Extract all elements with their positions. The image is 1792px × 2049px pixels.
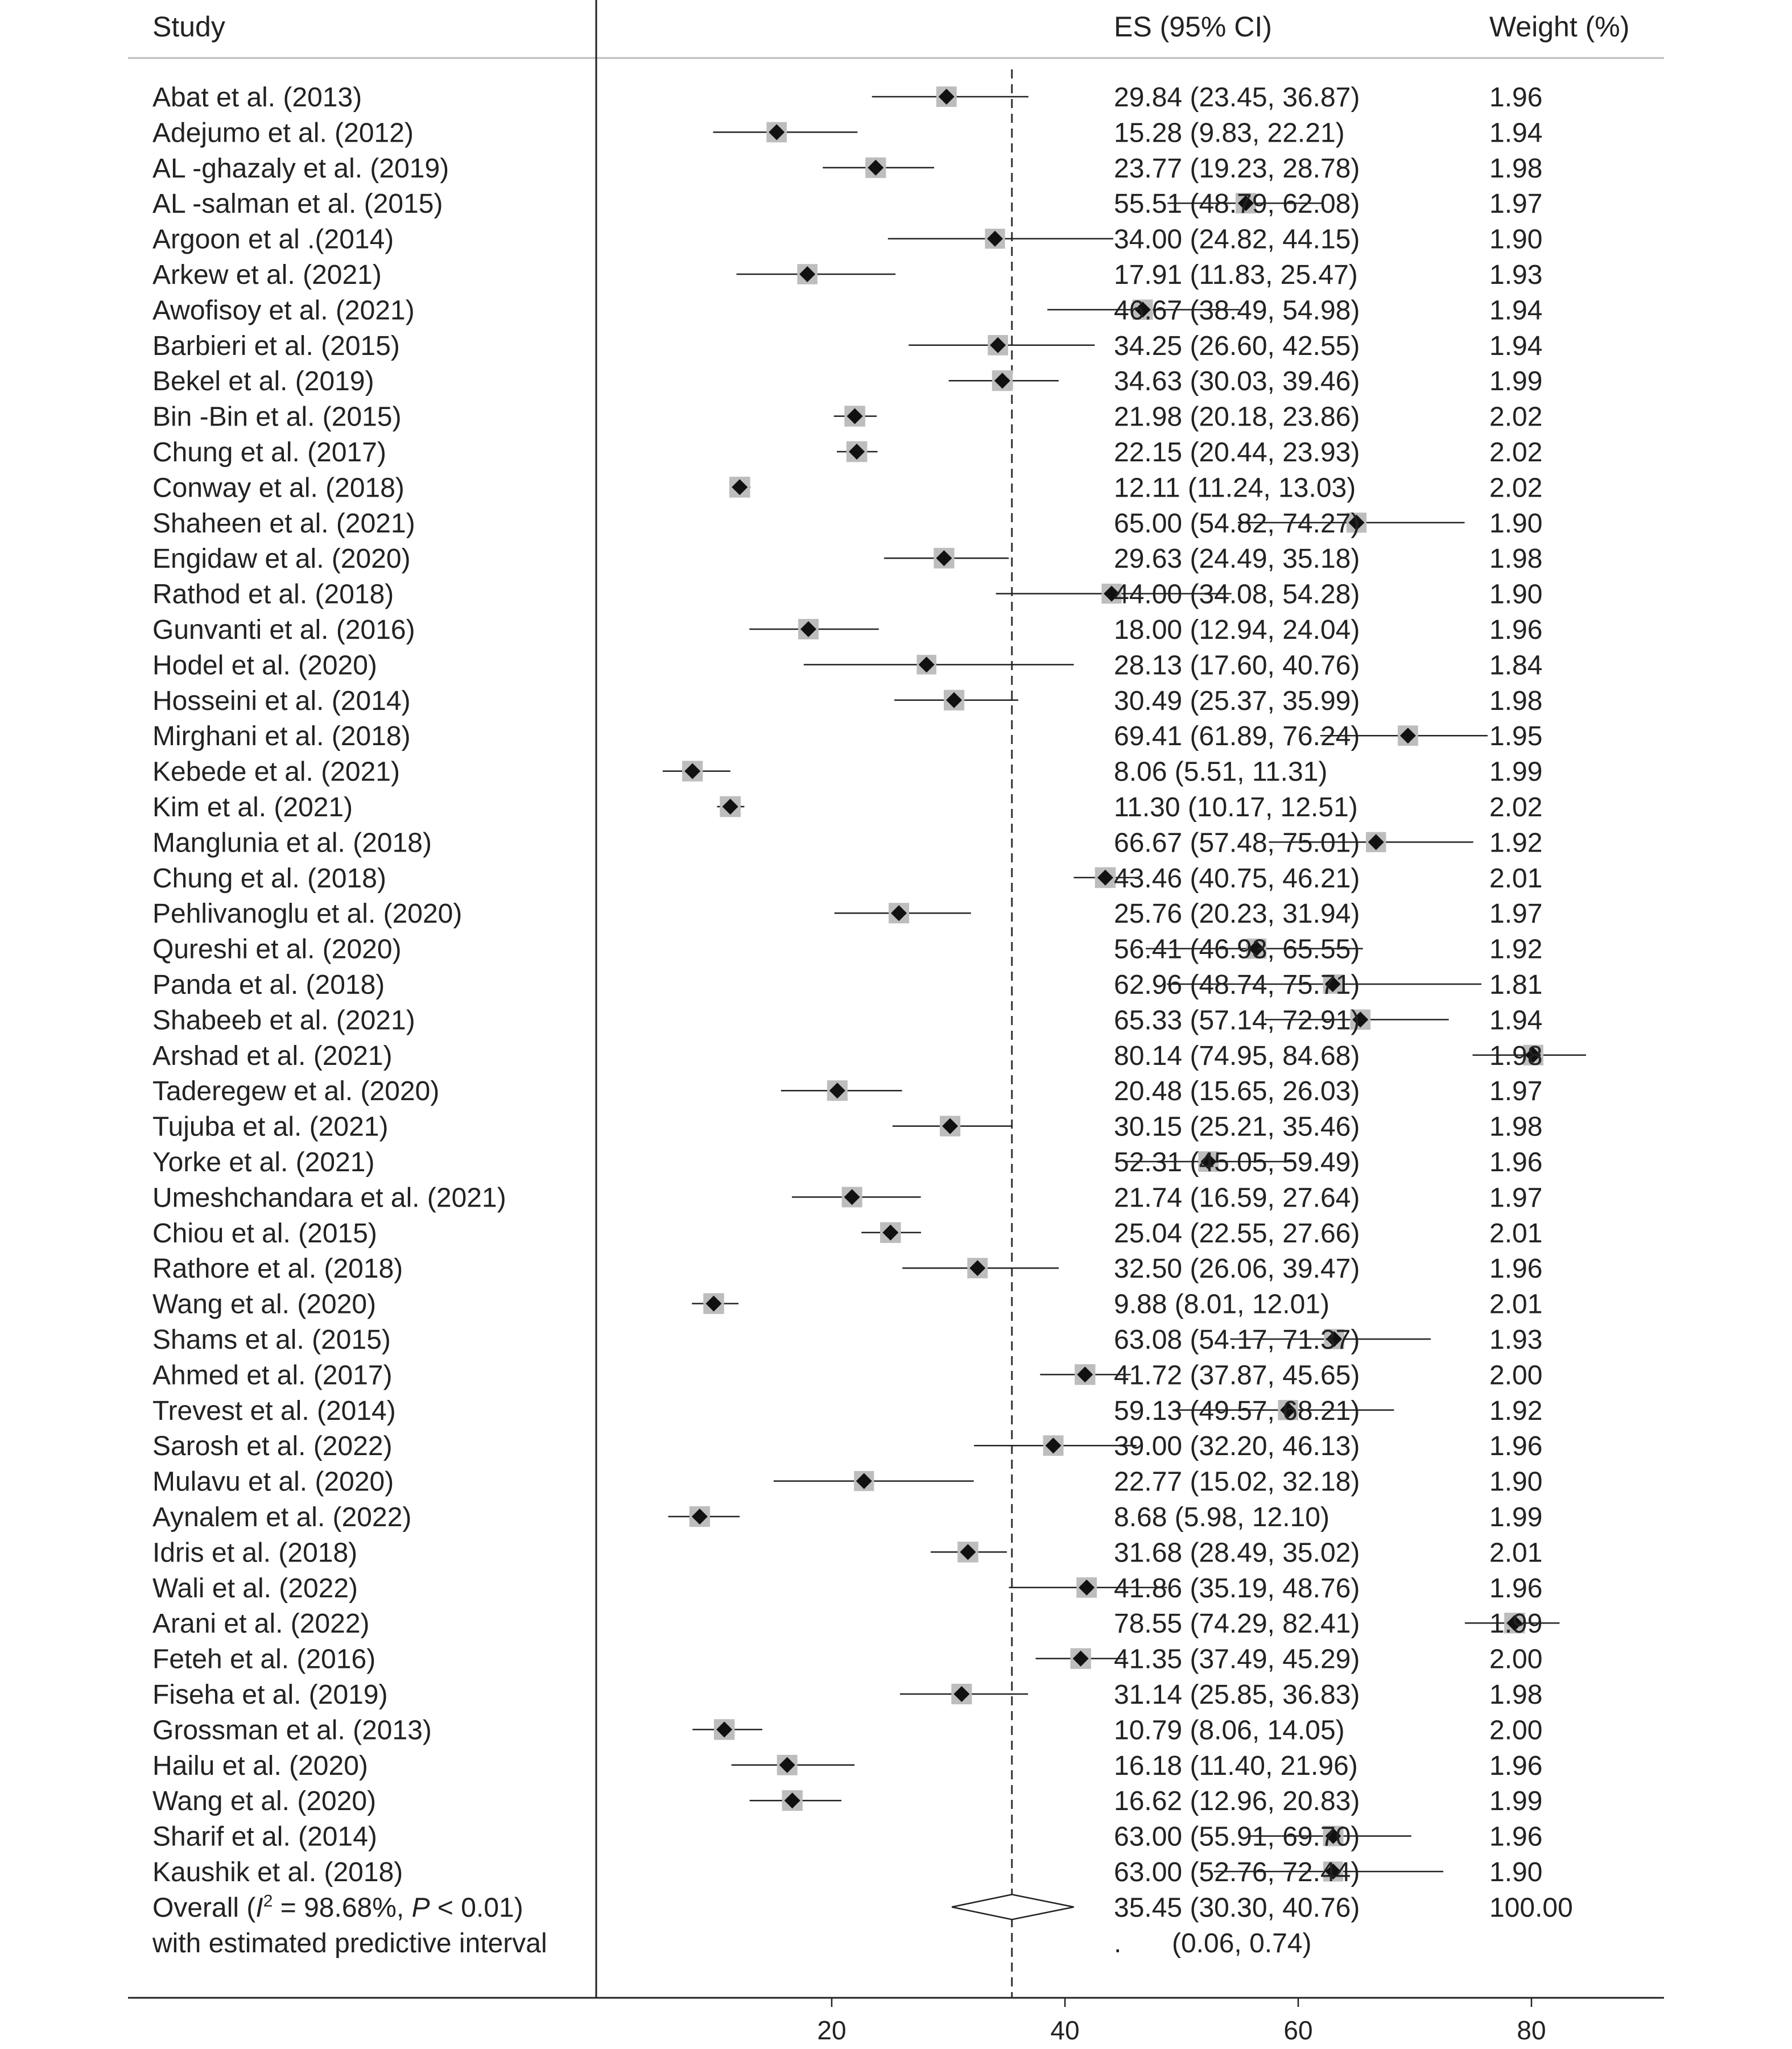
weight-value: 2.00 <box>1489 1360 1543 1391</box>
weight-value: 1.95 <box>1489 721 1543 752</box>
overall-diamond <box>952 1894 1073 1919</box>
es-ci-value: 8.68 (5.98, 12.10) <box>1114 1502 1329 1532</box>
x-tick-label: 20 <box>817 2015 847 2045</box>
weight-value: 1.99 <box>1489 1609 1543 1639</box>
study-row <box>152 580 1542 610</box>
es-ci-value: 62.96 (48.74, 75.71) <box>1114 970 1360 1000</box>
study-row <box>152 1609 1559 1639</box>
es-ci-value: 44.00 (34.08, 54.28) <box>1114 579 1360 610</box>
es-ci-value: 80.14 (74.95, 84.68) <box>1114 1040 1360 1071</box>
study-label: Grossman et al. (2013) <box>152 1715 432 1746</box>
es-ci-value: 12.11 (11.24, 13.03) <box>1114 473 1356 503</box>
es-ci-value: 43.46 (40.75, 46.21) <box>1114 863 1360 894</box>
study-row <box>152 1467 1542 1497</box>
study-row <box>152 509 1542 539</box>
study-row <box>152 1218 1542 1249</box>
study-rows <box>152 82 1586 1887</box>
es-ci-value: 41.72 (37.87, 45.65) <box>1114 1360 1360 1391</box>
study-row <box>152 402 1542 432</box>
predictive-interval-value: (0.06, 0.74) <box>1172 1928 1312 1959</box>
es-ci-value: 29.84 (23.45, 36.87) <box>1114 82 1360 113</box>
weight-value: 2.01 <box>1489 1289 1543 1320</box>
weight-value: 1.98 <box>1489 1680 1543 1710</box>
study-row <box>152 473 1542 503</box>
weight-value: 2.02 <box>1489 792 1543 823</box>
weight-value: 1.94 <box>1489 295 1543 326</box>
study-row <box>152 650 1542 680</box>
weight-value: 1.97 <box>1489 1076 1543 1107</box>
study-row <box>152 686 1542 716</box>
weight-value: 1.96 <box>1489 1147 1543 1178</box>
study-row <box>152 260 1542 290</box>
study-label: Kim et al. (2021) <box>152 792 353 823</box>
study-row <box>152 1431 1542 1461</box>
weight-value: 1.93 <box>1489 260 1543 290</box>
es-ci-value: 34.00 (24.82, 44.15) <box>1114 224 1360 255</box>
study-row <box>152 225 1542 255</box>
study-label: Manglunia et al. (2018) <box>152 828 432 858</box>
weight-value: 2.01 <box>1489 863 1543 894</box>
weight-value: 1.96 <box>1489 1821 1543 1852</box>
weight-value: 1.98 <box>1489 544 1543 575</box>
study-label: Wang et al. (2020) <box>152 1786 377 1817</box>
study-row <box>152 1041 1586 1071</box>
study-row <box>152 615 1542 645</box>
study-label: Tujuba et al. (2021) <box>152 1112 389 1142</box>
study-label: Bin -Bin et al. (2015) <box>152 402 402 432</box>
weight-value: 1.98 <box>1489 153 1543 184</box>
es-ci-value: 46.67 (38.49, 54.98) <box>1114 295 1360 326</box>
es-ci-value: 30.49 (25.37, 35.99) <box>1114 685 1360 716</box>
study-row <box>152 437 1542 468</box>
es-ci-value: 59.13 (49.57, 68.21) <box>1114 1395 1360 1426</box>
study-label: Taderegew et al. (2020) <box>152 1076 440 1107</box>
weight-value: 1.84 <box>1489 650 1543 681</box>
study-label: Wang et al. (2020) <box>152 1289 377 1320</box>
study-label: Bekel et al. (2019) <box>152 366 374 397</box>
study-label: Wali et al. (2022) <box>152 1573 358 1604</box>
es-ci-value: 30.15 (25.21, 35.46) <box>1114 1112 1360 1142</box>
weight-value: 1.99 <box>1489 1786 1543 1817</box>
weight-value: 1.90 <box>1489 1466 1543 1497</box>
es-ci-value: 29.63 (24.49, 35.18) <box>1114 544 1360 575</box>
weight-value: 1.92 <box>1489 1395 1543 1426</box>
weight-value: 2.00 <box>1489 1644 1543 1675</box>
weight-value: 1.97 <box>1489 1183 1543 1213</box>
study-label: Fiseha et al. (2019) <box>152 1680 388 1710</box>
study-label: Qureshi et al. (2020) <box>152 934 402 965</box>
study-label: Rathore et al. (2018) <box>152 1254 403 1284</box>
overall-row <box>152 1891 1573 1958</box>
study-label: Umeshchandara et al. (2021) <box>152 1183 506 1213</box>
weight-value: 1.96 <box>1489 1573 1543 1604</box>
weight-value: 1.98 <box>1489 1040 1543 1071</box>
es-ci-value: 41.35 (37.49, 45.29) <box>1114 1644 1360 1675</box>
study-row <box>152 1786 1542 1816</box>
study-label: Shaheen et al. (2021) <box>152 508 415 539</box>
weight-value: 1.99 <box>1489 1502 1543 1532</box>
es-ci-value: 65.00 (54.82, 74.27) <box>1114 508 1360 539</box>
study-label: AL -ghazaly et al. (2019) <box>152 153 449 184</box>
study-row <box>152 864 1542 894</box>
es-ci-value: 78.55 (74.29, 82.41) <box>1114 1609 1360 1639</box>
es-ci-value: 63.00 (55.91, 69.70) <box>1114 1821 1360 1852</box>
es-ci-value: 18.00 (12.94, 24.04) <box>1114 615 1360 645</box>
study-row <box>152 82 1542 113</box>
es-ci-value: 63.00 (52.76, 72.44) <box>1114 1857 1360 1887</box>
study-row <box>152 295 1542 325</box>
study-row <box>152 1857 1542 1887</box>
weight-value: 1.98 <box>1489 1112 1543 1142</box>
weight-value: 1.81 <box>1489 970 1543 1000</box>
es-ci-value: 22.15 (20.44, 23.93) <box>1114 437 1360 468</box>
study-label: Gunvanti et al. (2016) <box>152 615 415 645</box>
es-ci-value: 65.33 (57.14, 72.91) <box>1114 1005 1360 1036</box>
x-tick-label: 40 <box>1050 2015 1080 2045</box>
weight-value: 1.94 <box>1489 118 1543 148</box>
study-row <box>152 935 1542 965</box>
weight-value: 1.92 <box>1489 934 1543 965</box>
study-label: Mulavu et al. (2020) <box>152 1466 394 1497</box>
study-row <box>152 544 1542 574</box>
es-ci-value: 34.25 (26.60, 42.55) <box>1114 331 1360 361</box>
study-row <box>152 1325 1542 1355</box>
es-ci-value: 25.04 (22.55, 27.66) <box>1114 1218 1360 1249</box>
study-label: Mirghani et al. (2018) <box>152 721 411 752</box>
study-label: Engidaw et al. (2020) <box>152 544 411 575</box>
study-row <box>152 1112 1542 1142</box>
study-label: Conway et al. (2018) <box>152 473 404 503</box>
weight-value: 1.99 <box>1489 366 1543 397</box>
overall-es-ci-value: 35.45 (30.30, 40.76) <box>1114 1893 1360 1923</box>
study-label: Pehlivanoglu et al. (2020) <box>152 899 463 930</box>
study-row <box>152 1502 1542 1532</box>
weight-value: 1.96 <box>1489 1431 1543 1462</box>
es-ci-value: 69.41 (61.89, 76.24) <box>1114 721 1360 752</box>
study-row <box>152 1147 1542 1178</box>
es-ci-value: 31.68 (28.49, 35.02) <box>1114 1538 1360 1568</box>
study-label: Ahmed et al. (2017) <box>152 1360 393 1391</box>
study-row <box>152 1360 1542 1390</box>
weight-value: 1.94 <box>1489 1005 1543 1036</box>
overall-label: Overall ($I^2 = 98.68\%$, P < 0.01) <box>152 1891 523 1923</box>
es-ci-value: 22.77 (15.02, 32.18) <box>1114 1466 1360 1497</box>
study-row <box>152 366 1542 396</box>
study-label: Chiou et al. (2015) <box>152 1218 377 1249</box>
weight-value: 2.02 <box>1489 437 1543 468</box>
es-ci-value: 34.63 (30.03, 39.46) <box>1114 366 1360 397</box>
weight-value: 1.93 <box>1489 1325 1543 1355</box>
es-ci-value: 31.14 (25.85, 36.83) <box>1114 1680 1360 1710</box>
study-label: Barbieri et al. (2015) <box>152 331 400 361</box>
study-row <box>152 1076 1542 1106</box>
es-ci-value: 39.00 (32.20, 46.13) <box>1114 1431 1360 1462</box>
weight-value: 1.98 <box>1489 685 1543 716</box>
study-row <box>152 970 1542 1000</box>
column-headers <box>152 11 1629 43</box>
study-label: AL -salman et al. (2015) <box>152 189 443 220</box>
weight-value: 1.96 <box>1489 1750 1543 1781</box>
study-row <box>152 721 1542 751</box>
study-label: Yorke et al. (2021) <box>152 1147 375 1178</box>
study-label: Sarosh et al. (2022) <box>152 1431 393 1462</box>
weight-value: 1.96 <box>1489 615 1543 645</box>
weight-value: 1.90 <box>1489 1857 1543 1887</box>
study-label: Idris et al. (2018) <box>152 1538 358 1568</box>
study-label: Panda et al. (2018) <box>152 970 385 1000</box>
study-label: Kebede et al. (2021) <box>152 757 400 787</box>
study-label: Kaushik et al. (2018) <box>152 1857 403 1887</box>
study-row <box>152 1822 1542 1852</box>
study-label: Sharif et al. (2014) <box>152 1821 377 1852</box>
weight-value: 1.90 <box>1489 224 1543 255</box>
weight-value: 1.90 <box>1489 579 1543 610</box>
study-row <box>152 1680 1542 1710</box>
study-row <box>152 899 1542 929</box>
weight-value: 2.01 <box>1489 1218 1543 1249</box>
study-label: Awofisoy et al. (2021) <box>152 295 415 326</box>
study-label: Arshad et al. (2021) <box>152 1040 393 1071</box>
es-ci-value: 15.28 (9.83, 22.21) <box>1114 118 1345 148</box>
weight-value: 2.02 <box>1489 402 1543 432</box>
study-row <box>152 1645 1542 1675</box>
predictive-interval-label: with estimated predictive interval <box>152 1928 547 1959</box>
weight-value: 1.96 <box>1489 1254 1543 1284</box>
x-axis-ticks <box>817 1998 1546 2045</box>
es-ci-value: 66.67 (57.48, 75.01) <box>1114 828 1360 858</box>
header-weight: Weight (%) <box>1489 11 1630 43</box>
es-ci-value: 10.79 (8.06, 14.05) <box>1114 1715 1345 1746</box>
study-label: Trevest et al. (2014) <box>152 1395 396 1426</box>
weight-value: 1.96 <box>1489 82 1543 113</box>
study-row <box>152 1290 1542 1320</box>
es-ci-value: 23.77 (19.23, 28.78) <box>1114 153 1360 184</box>
es-ci-value: 41.86 (35.19, 48.76) <box>1114 1573 1360 1604</box>
study-label: Hodel et al. (2020) <box>152 650 377 681</box>
es-ci-value: 55.51 (48.79, 62.08) <box>1114 189 1360 220</box>
header-es: ES (95% CI) <box>1114 11 1272 43</box>
weight-value: 1.97 <box>1489 189 1543 220</box>
study-row <box>152 118 1542 148</box>
es-ci-value: 25.76 (20.23, 31.94) <box>1114 899 1360 930</box>
study-label: Chung et al. (2017) <box>152 437 386 468</box>
study-row <box>152 154 1542 184</box>
predictive-interval-dot: . <box>1114 1928 1122 1959</box>
study-label: Adejumo et al. (2012) <box>152 118 414 148</box>
es-ci-value: 20.48 (15.65, 26.03) <box>1114 1076 1360 1107</box>
weight-value: 1.94 <box>1489 331 1543 361</box>
es-ci-value: 8.06 (5.51, 11.31) <box>1114 757 1328 787</box>
study-label: Arkew et al. (2021) <box>152 260 382 290</box>
es-ci-value: 32.50 (26.06, 39.47) <box>1114 1254 1360 1284</box>
study-label: Arani et al. (2022) <box>152 1609 370 1639</box>
study-label: Aynalem et al. (2022) <box>152 1502 412 1532</box>
study-row <box>152 792 1542 823</box>
es-ci-value: 63.08 (54.17, 71.37) <box>1114 1325 1360 1355</box>
es-ci-value: 11.30 (10.17, 12.51) <box>1114 792 1358 823</box>
es-ci-value: 16.62 (12.96, 20.83) <box>1114 1786 1360 1817</box>
study-row <box>152 828 1542 858</box>
study-row <box>152 1396 1542 1426</box>
study-row <box>152 331 1542 361</box>
es-ci-value: 21.98 (20.18, 23.86) <box>1114 402 1360 432</box>
overall-weight-value: 100.00 <box>1489 1893 1573 1923</box>
weight-value: 2.00 <box>1489 1715 1543 1746</box>
weight-value: 1.90 <box>1489 508 1543 539</box>
weight-value: 1.99 <box>1489 757 1543 787</box>
study-row <box>152 1573 1542 1604</box>
study-label: Hosseini et al. (2014) <box>152 685 411 716</box>
study-row <box>152 1538 1542 1568</box>
study-row <box>152 1005 1542 1035</box>
weight-value: 2.01 <box>1489 1538 1543 1568</box>
weight-value: 2.02 <box>1489 473 1543 503</box>
study-row <box>152 1751 1542 1781</box>
study-row <box>152 757 1542 787</box>
x-tick-label: 60 <box>1283 2015 1313 2045</box>
weight-value: 1.92 <box>1489 828 1543 858</box>
es-ci-value: 17.91 (11.83, 25.47) <box>1114 260 1358 290</box>
study-label: Hailu et al. (2020) <box>152 1750 368 1781</box>
es-ci-value: 16.18 (11.40, 21.96) <box>1114 1750 1358 1781</box>
header-study: Study <box>152 11 225 43</box>
es-ci-value: 9.88 (8.01, 12.01) <box>1114 1289 1329 1320</box>
es-ci-value: 52.31 (45.05, 59.49) <box>1114 1147 1360 1178</box>
study-label: Rathod et al. (2018) <box>152 579 394 610</box>
study-label: Feteh et al. (2016) <box>152 1644 376 1675</box>
study-label: Shams et al. (2015) <box>152 1325 391 1355</box>
study-row <box>152 1254 1542 1284</box>
study-label: Abat et al. (2013) <box>152 82 362 113</box>
study-label: Argoon et al .(2014) <box>152 224 394 255</box>
study-row <box>152 1183 1542 1213</box>
study-row <box>152 1715 1542 1745</box>
x-tick-label: 80 <box>1517 2015 1546 2045</box>
study-row <box>152 189 1542 219</box>
study-label: Shabeeb et al. (2021) <box>152 1005 415 1036</box>
es-ci-value: 56.41 (46.93, 65.55) <box>1114 934 1360 965</box>
es-ci-value: 21.74 (16.59, 27.64) <box>1114 1183 1360 1213</box>
weight-value: 1.97 <box>1489 899 1543 930</box>
es-ci-value: 28.13 (17.60, 40.76) <box>1114 650 1360 681</box>
study-label: Chung et al. (2018) <box>152 863 386 894</box>
